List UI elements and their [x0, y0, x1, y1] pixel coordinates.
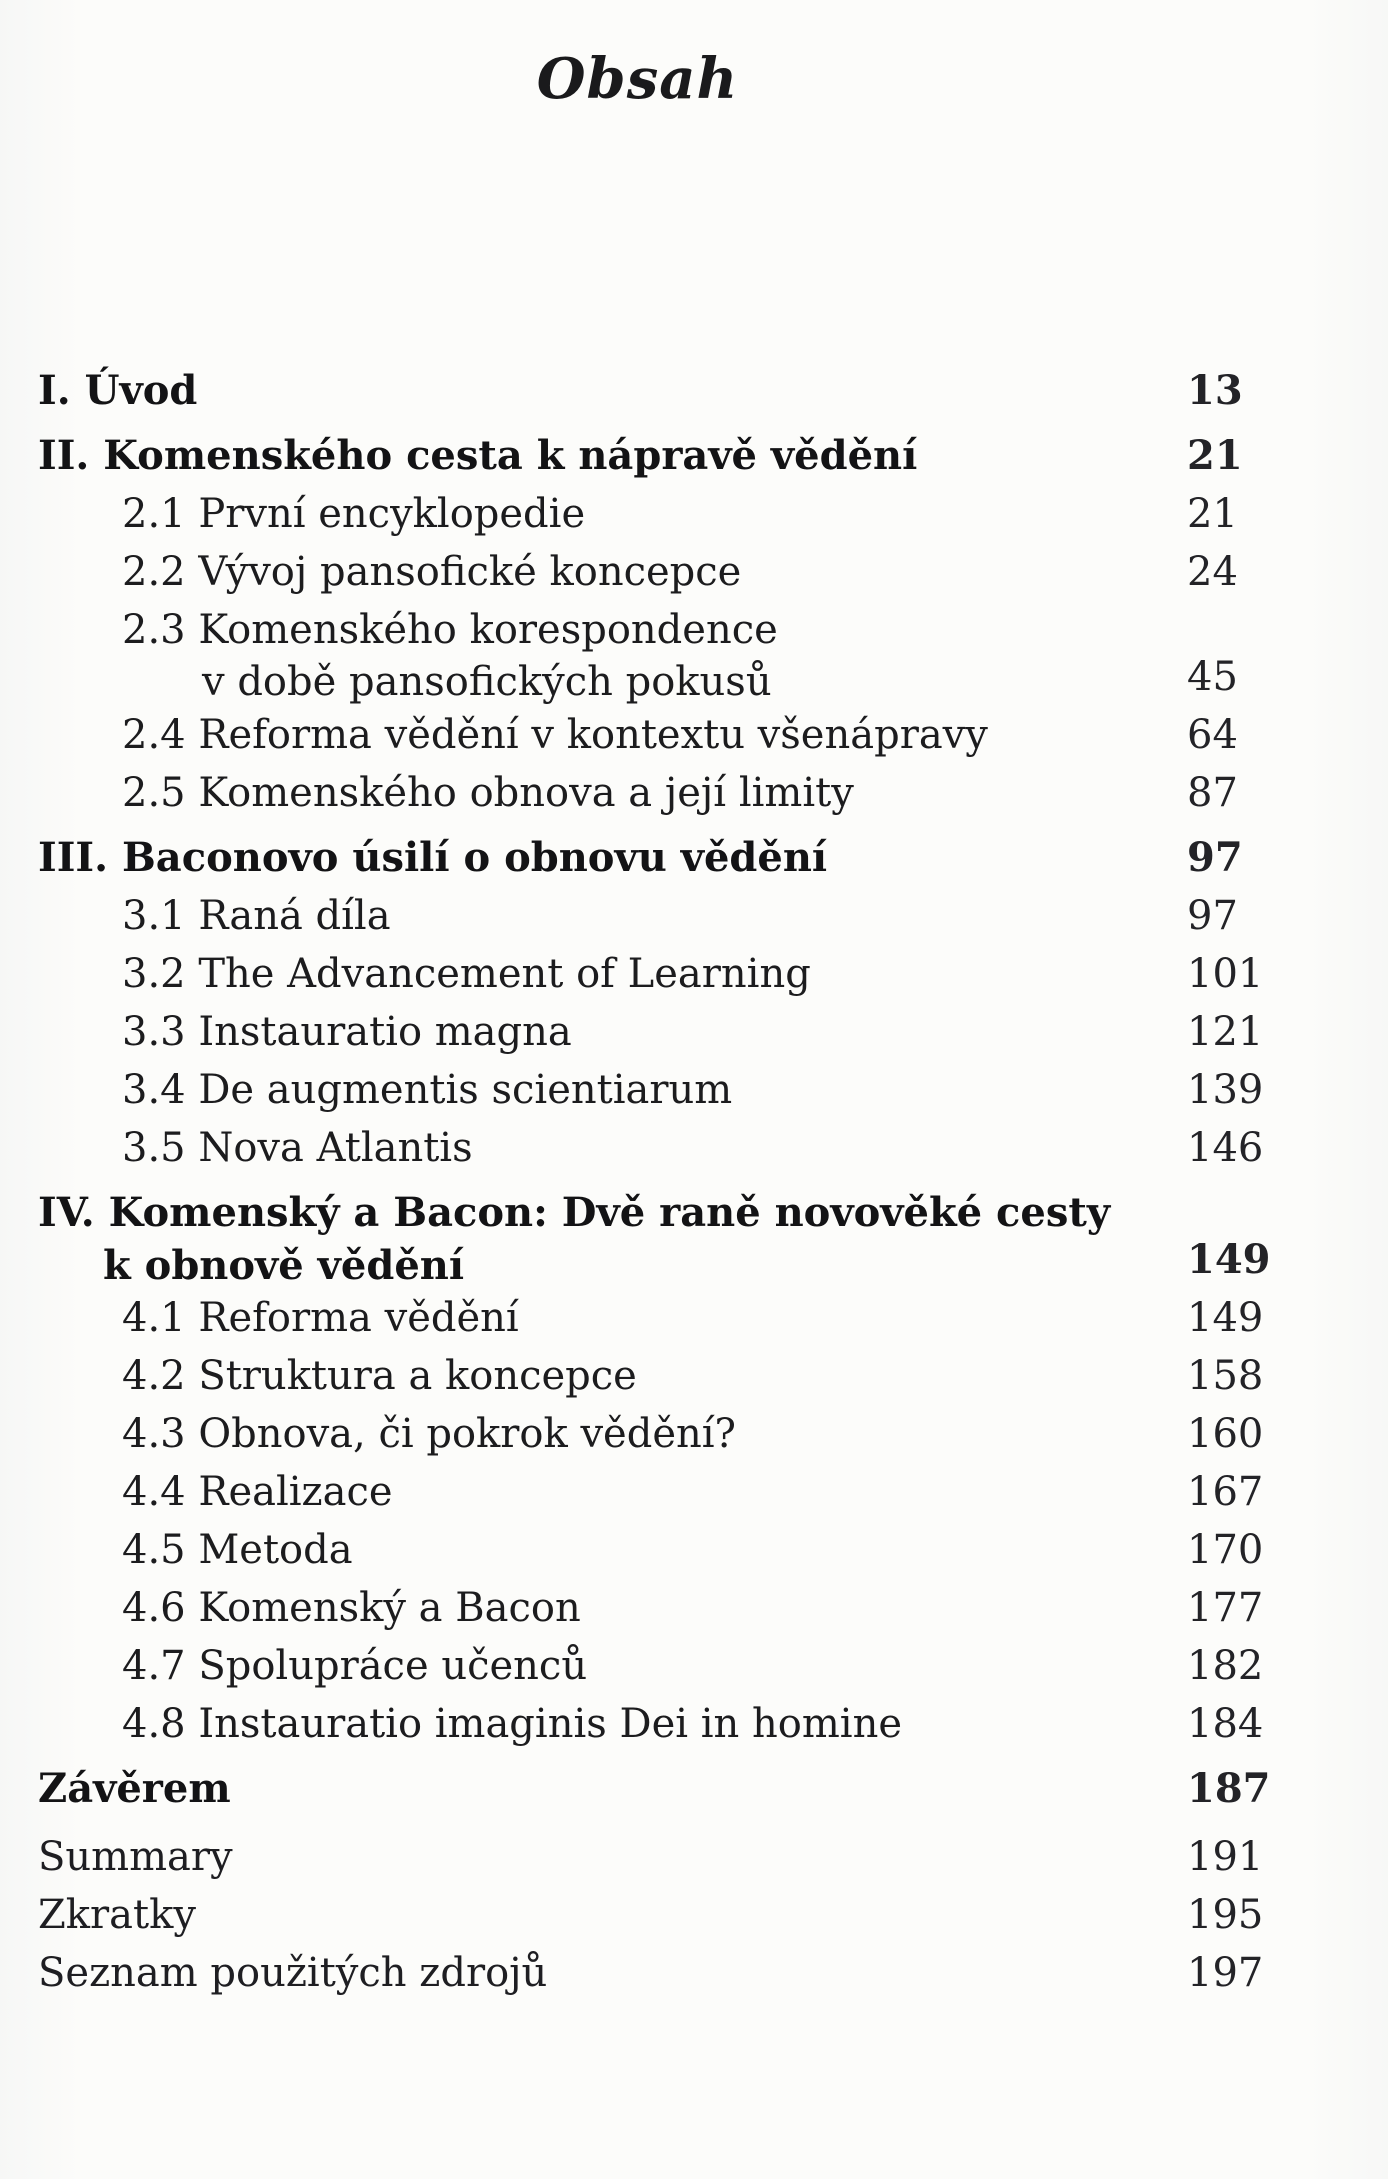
toc-entry-page: 160	[1187, 1411, 1264, 1457]
toc-entry-page: 158	[1187, 1353, 1264, 1399]
toc-entry	[38, 1003, 1327, 1061]
toc-entry-label	[38, 1521, 1187, 1579]
toc-entry-label	[38, 829, 1187, 887]
toc-entry-page: 87	[1187, 770, 1238, 816]
toc-entry-page: 121	[1187, 1009, 1264, 1055]
toc-entry-label	[38, 1463, 1187, 1521]
toc-entry	[38, 1828, 1327, 1886]
toc-entry-page: 13	[1187, 367, 1243, 414]
toc-entry-label	[38, 1828, 1187, 1886]
toc-entry-label-line1: Seznam použitých zdrojů	[38, 1950, 548, 1996]
toc-entry-page: 191	[1187, 1834, 1264, 1880]
toc-entry	[38, 427, 1327, 485]
toc-entry-label	[38, 601, 1187, 706]
toc-entry-label	[38, 1289, 1187, 1347]
toc-entry-label	[38, 1637, 1187, 1695]
toc-entry-page: 97	[1187, 834, 1243, 881]
toc-entry-label-line1: 4.4 Realizace	[122, 1469, 393, 1515]
toc-entry-label-line1: I. Úvod	[38, 367, 198, 414]
toc-entry-label-line1: 3.5 Nova Atlantis	[122, 1125, 473, 1171]
toc-entry-label-line1: 3.1 Raná díla	[122, 893, 391, 939]
toc-entry	[38, 1886, 1327, 1944]
toc-list	[38, 362, 1327, 2002]
toc-entry-label-line1: 2.3 Komenského korespondence	[122, 607, 778, 653]
toc-entry	[38, 1760, 1327, 1818]
toc-entry-page: 184	[1187, 1701, 1264, 1747]
toc-entry-label-line1: 4.5 Metoda	[122, 1527, 353, 1573]
toc-entry-label	[38, 945, 1187, 1003]
toc-entry-label-line1: Závěrem	[38, 1765, 231, 1812]
toc-entry-label-line1: Zkratky	[38, 1892, 196, 1938]
toc-entry-label	[38, 1405, 1187, 1463]
toc-entry-label-line1: 2.5 Komenského obnova a její limity	[122, 770, 854, 816]
toc-entry-label-line1: 4.6 Komenský a Bacon	[122, 1585, 581, 1631]
toc-entry-label	[38, 1184, 1187, 1289]
toc-entry	[38, 1119, 1327, 1177]
toc-entry-label-line1: 4.7 Spolupráce učenců	[122, 1643, 588, 1689]
toc-entry-label-line1: 3.3 Instauratio magna	[122, 1009, 572, 1055]
toc-entry-label-line1: 4.2 Struktura a koncepce	[122, 1353, 637, 1399]
toc-entry-label-line1: 2.1 První encyklopedie	[122, 491, 586, 537]
toc-entry-label	[38, 1579, 1187, 1637]
toc-entry-page: 45	[1187, 654, 1238, 700]
toc-entry	[38, 887, 1327, 945]
toc-entry	[38, 1463, 1327, 1521]
toc-entry-label-line1: 4.1 Reforma vědění	[122, 1295, 519, 1341]
toc-entry-page: 149	[1187, 1295, 1264, 1341]
toc-entry-label	[38, 1886, 1187, 1944]
toc-entry-page: 149	[1187, 1236, 1271, 1283]
toc-entry-page: 97	[1187, 893, 1238, 939]
toc-entry-label-line1: 3.4 De augmentis scientiarum	[122, 1067, 733, 1113]
toc-entry-label	[38, 362, 1187, 420]
toc-entry-label	[38, 706, 1187, 764]
toc-entry	[38, 706, 1327, 764]
toc-entry	[38, 1405, 1327, 1463]
toc-entry	[38, 764, 1327, 822]
toc-entry-label	[38, 485, 1187, 543]
toc-entry	[38, 601, 1327, 706]
toc-entry	[38, 1695, 1327, 1753]
toc-entry-page: 139	[1187, 1067, 1264, 1113]
toc-entry-page: 187	[1187, 1765, 1271, 1812]
toc-entry-page: 21	[1187, 491, 1238, 537]
toc-entry-label-line1: 4.3 Obnova, či pokrok vědění?	[122, 1411, 736, 1457]
toc-entry-label-line1: 3.2 The Advancement of Learning	[122, 951, 811, 997]
toc-entry-page: 182	[1187, 1643, 1264, 1689]
toc-entry	[38, 945, 1327, 1003]
toc-entry-page: 146	[1187, 1125, 1264, 1171]
toc-entry	[38, 829, 1327, 887]
toc-entry-label	[38, 1760, 1187, 1818]
toc-entry-page: 24	[1187, 549, 1238, 595]
toc-entry	[38, 1637, 1327, 1695]
toc-entry-page: 170	[1187, 1527, 1264, 1573]
toc-entry-label	[38, 1347, 1187, 1405]
toc-entry-label	[38, 887, 1187, 945]
toc-entry-label-line1: II. Komenského cesta k nápravě vědění	[38, 432, 918, 479]
page-title: Obsah	[536, 46, 739, 112]
toc-entry	[38, 1521, 1327, 1579]
toc-entry-page: 167	[1187, 1469, 1264, 1515]
toc-entry	[38, 1289, 1327, 1347]
toc-entry	[38, 1184, 1327, 1289]
toc-entry-label	[38, 1119, 1187, 1177]
toc-entry-label-line1: III. Baconovo úsilí o obnovu vědění	[38, 834, 828, 881]
toc-entry-label	[38, 427, 1187, 485]
toc-entry-page: 21	[1187, 432, 1243, 479]
toc-entry	[38, 485, 1327, 543]
toc-entry-label	[38, 543, 1187, 601]
toc-entry-label-line2: k obnově vědění	[103, 1242, 465, 1289]
toc-entry-page: 177	[1187, 1585, 1264, 1631]
toc-entry-page: 101	[1187, 951, 1264, 997]
toc-entry-label-line1: IV. Komenský a Bacon: Dvě raně novověké cesty	[38, 1189, 1111, 1236]
toc-entry-label-line1: Summary	[38, 1834, 233, 1880]
toc-entry-page: 197	[1187, 1950, 1264, 1996]
toc-entry	[38, 1579, 1327, 1637]
toc-entry	[38, 1944, 1327, 2002]
toc-entry-label-line1: 2.2 Vývoj pansofické koncepce	[122, 549, 742, 595]
toc-entry-label	[38, 1944, 1187, 2002]
toc-entry-label-line1: 2.4 Reforma vědění v kontextu všenápravy	[122, 712, 988, 758]
toc-entry-label	[38, 1003, 1187, 1061]
toc-entry-page: 195	[1187, 1892, 1264, 1938]
toc-entry-label	[38, 764, 1187, 822]
toc-entry-label-line2: v době pansofických pokusů	[202, 659, 772, 705]
toc-entry	[38, 362, 1327, 420]
toc-entry-label	[38, 1061, 1187, 1119]
toc-entry	[38, 1347, 1327, 1405]
toc-entry-label	[38, 1695, 1187, 1753]
toc-entry	[38, 1061, 1327, 1119]
toc-entry-label-line1: 4.8 Instauratio imaginis Dei in homine	[122, 1701, 903, 1747]
toc-entry-page: 64	[1187, 712, 1238, 758]
toc-entry	[38, 543, 1327, 601]
